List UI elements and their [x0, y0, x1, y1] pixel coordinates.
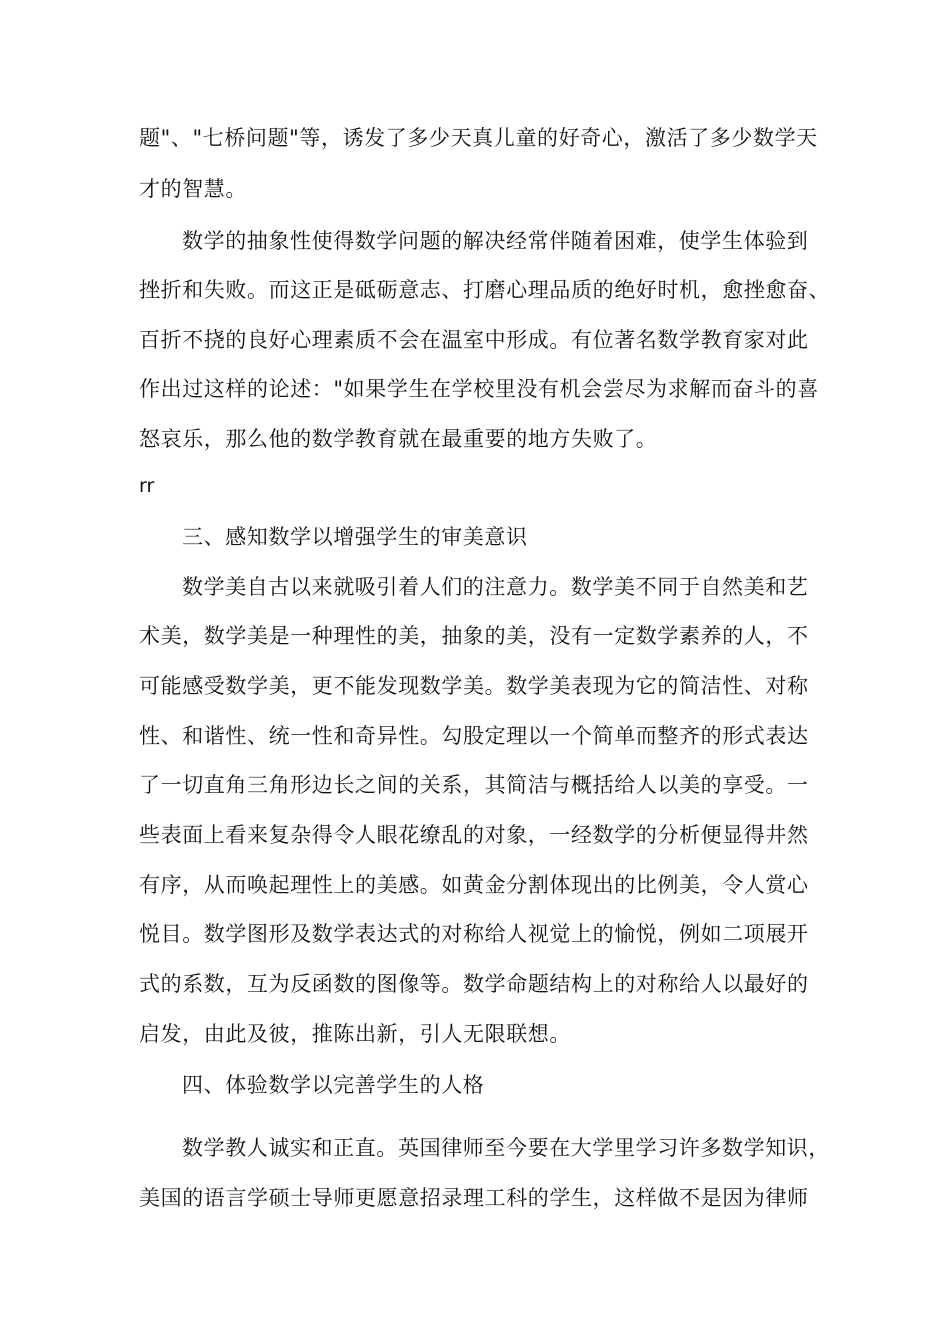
text-line: 作出过这样的论述："如果学生在学校里没有机会尝尽为求解而奋斗的喜 — [139, 377, 819, 401]
section-heading: 三、感知数学以增强学生的审美意识 — [182, 525, 528, 549]
text-line: 有序，从而唤起理性上的美感。如黄金分割体现出的比例美，令人赏心 — [139, 873, 809, 897]
text-line: 性、和谐性、统一性和奇异性。勾股定理以一个简单而整齐的形式表达 — [139, 724, 809, 748]
paragraph-first-line: 数学的抽象性使得数学问题的解决经常伴随着困难，使学生体验到 — [182, 229, 809, 253]
text-line: 才的智慧。 — [139, 177, 247, 201]
text-line: 式的系数，互为反函数的图像等。数学命题结构上的对称给人以最好的 — [139, 972, 809, 996]
text-line: 些表面上看来复杂得令人眼花缭乱的对象，一经数学的分析便显得井然 — [139, 823, 809, 847]
text-line: 术美，数学美是一种理性的美，抽象的美，没有一定数学素养的人，不 — [139, 624, 809, 648]
text-line: 启发，由此及彼，推陈出新，引人无限联想。 — [139, 1022, 571, 1046]
paragraph-first-line: 数学美自古以来就吸引着人们的注意力。数学美不同于自然美和艺 — [182, 575, 809, 599]
paragraph-first-line: 数学教人诚实和正直。英国律师至今要在大学里学习许多数学知识， — [182, 1136, 830, 1160]
text-line: 了一切直角三角形边长之间的关系，其简洁与概括给人以美的享受。一 — [139, 773, 809, 797]
stray-text: rr — [139, 475, 155, 497]
text-line: 悦目。数学图形及数学表达式的对称给人视觉上的愉悦，例如二项展开 — [139, 922, 809, 946]
text-line: 美国的语言学硕士导师更愿意招录理工科的学生，这样做不是因为律师 — [139, 1186, 809, 1210]
text-line: 题"、"七桥问题"等，诱发了多少天真儿童的好奇心，激活了多少数学天 — [139, 126, 818, 150]
text-line: 百折不挠的良好心理素质不会在温室中形成。有位著名数学教育家对此 — [139, 328, 809, 352]
text-line: 怒哀乐，那么他的数学教育就在最重要的地方失败了。 — [139, 427, 658, 451]
text-line: 可能感受数学美，更不能发现数学美。数学美表现为它的简洁性、对称 — [139, 674, 809, 698]
section-heading: 四、体验数学以完善学生的人格 — [182, 1073, 485, 1097]
text-line: 挫折和失败。而这正是砥砺意志、打磨心理品质的绝好时机，愈挫愈奋、 — [139, 278, 831, 302]
